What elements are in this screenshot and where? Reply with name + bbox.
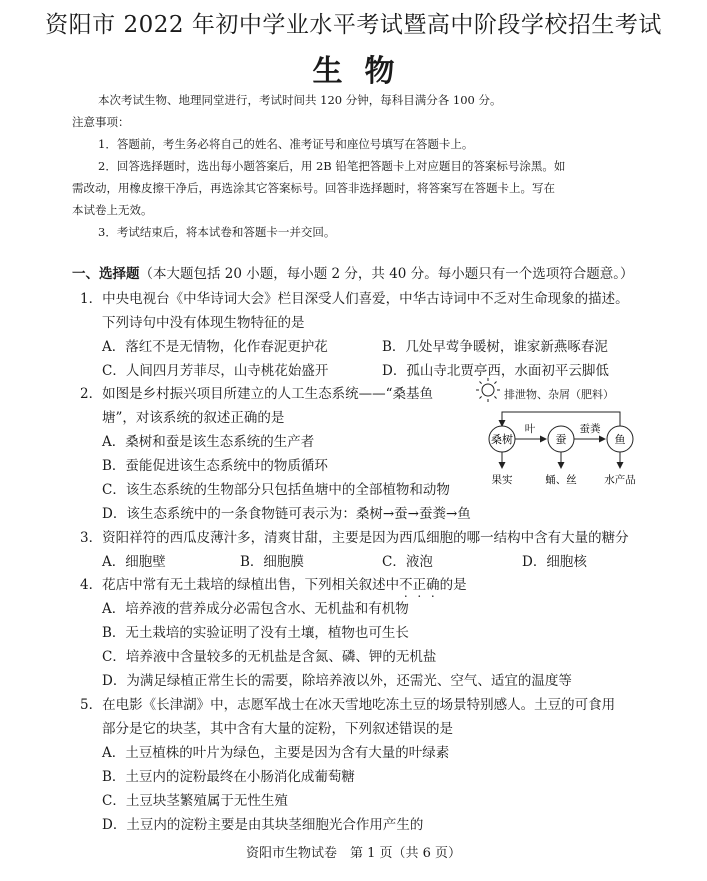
q5-stem-cont: 部分是它的块茎，其中含有大量的淀粉，下列叙述错误的是 bbox=[102, 721, 453, 737]
q4-emphasis-3: 确 bbox=[426, 577, 440, 593]
sun-icon bbox=[476, 378, 500, 402]
notice-item-2-cont: 需改动，用橡皮擦干净后，再选涂其它答案标号。回答非选择题时，将答案写在答题卡上。写在 bbox=[72, 181, 555, 195]
exam-title: 资阳市 2022 年初中学业水平考试暨高中阶段学校招生考试 bbox=[45, 12, 662, 38]
fertilizer-label: 排泄物、杂屑（肥料） bbox=[504, 388, 614, 401]
notice-item-1: 1．答题前，考生务必将自己的姓名、准考证号和座位号填写在答题卡上。 bbox=[98, 137, 474, 151]
output-fruit: 果实 bbox=[491, 474, 513, 486]
q3-option-d: D．细胞核 bbox=[522, 554, 587, 570]
edge-leaf-label: 叶 bbox=[524, 423, 536, 435]
q4-option-a: A．培养液的营养成分必需包含水、无机盐和有机物 bbox=[102, 601, 409, 617]
q4-emphasis-2: 正 bbox=[412, 577, 427, 593]
q4-stem-part1: 4．花店中常有无土栽培的绿植出售，下列相关叙述中 bbox=[80, 577, 400, 593]
q2-option-b: B．蚕能促进该生态系统中的物质循环 bbox=[102, 458, 328, 474]
q2-option-a: A．桑树和蚕是该生态系统的生产者 bbox=[102, 434, 315, 450]
q4-option-b: B．无土栽培的实验证明了没有土壤，植物也可生长 bbox=[102, 625, 409, 641]
subject-title: 生物 bbox=[312, 54, 417, 89]
q1-option-a: A．落红不是无情物，化作春泥更护花 bbox=[102, 339, 328, 355]
q4-option-d: D．为满足绿植正常生长的需要，除培养液以外，还需光、空气、适宜的温度等 bbox=[102, 673, 572, 689]
edge-dung-label: 蚕粪 bbox=[579, 423, 601, 435]
q5-option-b: B．土豆内的淀粉最终在小肠消化成葡萄糖 bbox=[102, 769, 355, 785]
notice-item-2-end: 本试卷上无效。 bbox=[72, 203, 153, 217]
q3-option-c: C．液泡 bbox=[382, 554, 433, 570]
node-silkworm-label: 蚕 bbox=[555, 433, 567, 446]
section-heading bbox=[72, 262, 633, 282]
notice-item-2: 2．回答选择题时，选出每小题答案后，用 2B 铅笔把答题卡上对应题目的答案标号涂黑。如 bbox=[98, 159, 566, 173]
intro-text: 本次考试生物、地理同堂进行，考试时间共 120 分钟，每科目满分各 100 分。 bbox=[98, 93, 502, 107]
section-desc: （本大题包括 20 小题，每小题 2 分，共 40 分。每小题只有一个选项符合题意。） bbox=[139, 266, 634, 282]
q1-stem-cont: 下列诗句中没有体现生物特征的是 bbox=[102, 315, 305, 331]
page-footer: 资阳市生物试卷 第 1 页（共 6 页） bbox=[245, 846, 462, 861]
ecosystem-diagram bbox=[470, 372, 640, 490]
q4-stem bbox=[80, 573, 467, 593]
q5-stem: 5．在电影《长津湖》中，志愿军战士在冰天雪地吃冻土豆的场景特别感人。土豆的可食用 bbox=[80, 697, 616, 713]
q5-option-d: D．土豆内的淀粉主要是由其块茎细胞光合作用产生的 bbox=[102, 817, 424, 833]
q3-stem: 3．资阳祥符的西瓜皮薄汁多，清爽甘甜，主要是因为西瓜细胞的哪一结构中含有大量的糖分 bbox=[80, 530, 629, 546]
q2-stem-cont: 塘”，对该系统的叙述正确的是 bbox=[102, 410, 285, 426]
q2-stem: 2．如图是乡村振兴项目所建立的人工生态系统——“桑基鱼 bbox=[80, 386, 433, 402]
q1-option-b: B．几处早莺争暖树，谁家新燕啄春泥 bbox=[382, 339, 608, 355]
q4-stem-part2: 的是 bbox=[439, 577, 467, 593]
section-title: 一、选择题 bbox=[72, 266, 140, 282]
q4-option-c: C．培养液中含量较多的无机盐是含氮、磷、钾的无机盐 bbox=[102, 649, 437, 665]
q1-option-d: D．孤山寺北贾亭西，水面初平云脚低 bbox=[382, 363, 609, 379]
q1-stem: 1．中央电视台《中华诗词大会》栏目深受人们喜爱，中华古诗词中不乏对生命现象的描述。 bbox=[80, 291, 629, 307]
q4-emphasis-1: 不 bbox=[399, 577, 413, 593]
output-silk: 蛹、丝 bbox=[545, 474, 577, 486]
node-fish-label: 鱼 bbox=[614, 433, 626, 446]
q1-option-c: C．人间四月芳菲尽，山寺桃花始盛开 bbox=[102, 363, 329, 379]
q5-option-a: A．土豆植株的叶片为绿色，主要是因为含有大量的叶绿素 bbox=[102, 745, 450, 761]
q3-option-b: B．细胞膜 bbox=[240, 554, 304, 570]
q2-option-c: C．该生态系统的生物部分只包括鱼塘中的全部植物和动物 bbox=[102, 482, 450, 498]
notice-item-3: 3．考试结束后，将本试卷和答题卡一并交回。 bbox=[98, 225, 336, 239]
q2-option-d: D．该生态系统中的一条食物链可表示为：桑树→蚕→蚕粪→鱼 bbox=[102, 506, 471, 522]
q3-option-a: A．细胞壁 bbox=[102, 554, 166, 570]
notice-label: 注意事项： bbox=[72, 115, 130, 129]
output-aquatic: 水产品 bbox=[604, 474, 636, 486]
node-mulberry-label: 桑树 bbox=[491, 433, 513, 446]
q5-option-c: C．土豆块茎繁殖属于无性生殖 bbox=[102, 793, 288, 809]
